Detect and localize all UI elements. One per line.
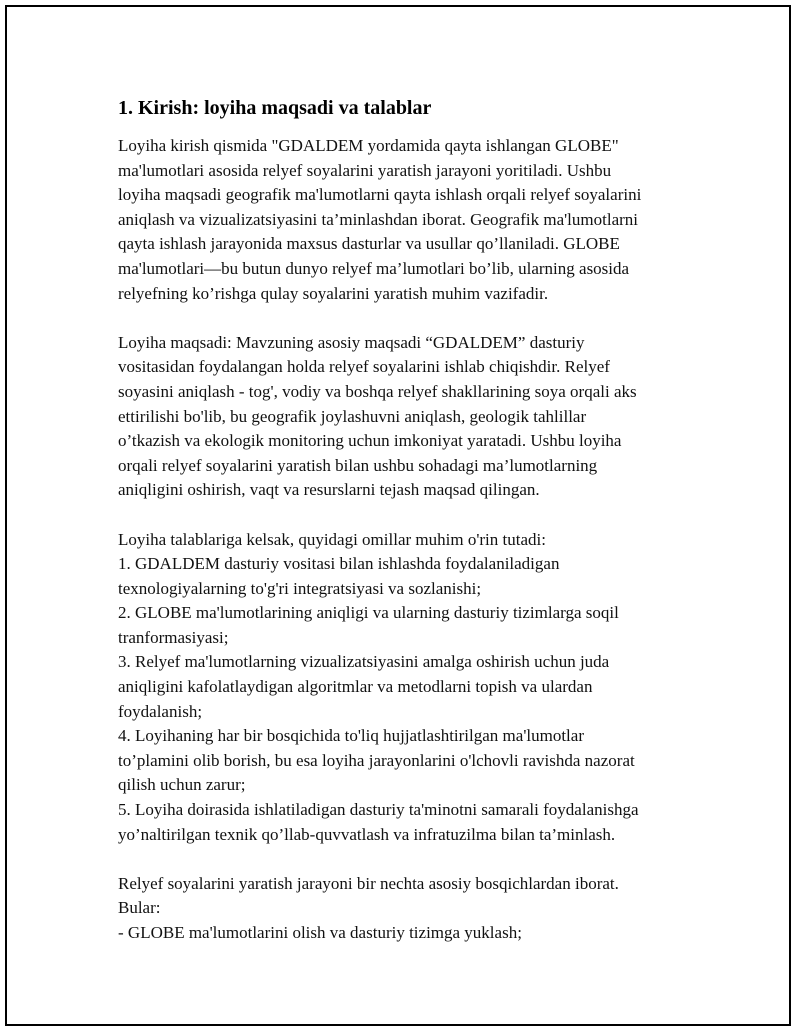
text-line: vositasidan foydalangan holda relyef soyalarini ishlab chiqishdir. Relyef bbox=[118, 357, 610, 377]
text-line: relyefning ko’rishga qulay soyalarini yaratish muhim vazifadir. bbox=[118, 283, 549, 303]
text-line: aniqlash va vizualizatsiyasini ta’minlashdan iborat. Geografik ma'lumotlarni bbox=[118, 209, 638, 229]
text-line: foydalanish; bbox=[118, 701, 203, 721]
text-line: loyiha maqsadi geografik ma'lumotlarni qayta ishlash orqali relyef soyalarini bbox=[118, 185, 642, 205]
text-line: Loyiha kirish qismida "GDALDEM yordamida qayta ishlangan GLOBE" bbox=[118, 136, 619, 155]
text-line: texnologiyalarning to'g'ri integratsiyasi va sozlanishi; bbox=[118, 578, 482, 598]
text-line: to’plamini olib borish, bu esa loyiha jarayonlarini o'lchovli ravishda nazorat bbox=[118, 750, 635, 770]
text-line: 1. GDALDEM dasturiy vositasi bilan ishlashda foydalaniladigan bbox=[118, 554, 560, 574]
paragraph-project-goal bbox=[118, 331, 708, 503]
text-line: ma'lumotlari—bu butun dunyo relyef ma’lumotlari bo’lib, ularning asosida bbox=[118, 258, 630, 278]
text-line: Bular: bbox=[118, 898, 161, 918]
text-line: - GLOBE ma'lumotlarini olish va dasturiy tizimga yuklash; bbox=[118, 923, 522, 942]
paragraph-introduction bbox=[118, 134, 708, 306]
text-line: ma'lumotlari asosida relyef soyalarini yaratish jarayoni yoritiladi. Ushbu bbox=[118, 160, 612, 180]
text-line: aniqligini kafolatlaydigan algoritmlar va metodlarni topish va ulardan bbox=[118, 677, 593, 697]
text-line: Loyiha talablariga kelsak, quyidagi omillar muhim o'rin tutadi: bbox=[118, 529, 546, 549]
text-line: tranformasiyasi; bbox=[118, 627, 229, 647]
paragraph-process-stages bbox=[118, 872, 708, 946]
text-line: 2. GLOBE ma'lumotlarining aniqligi va ularning dasturiy tizimlarga soqil bbox=[118, 603, 619, 623]
text-line: aniqligini oshirish, vaqt va resurslarni tejash maqsad qilingan. bbox=[118, 480, 540, 500]
document-body bbox=[118, 96, 708, 970]
text-line: ettirilishi bo'lib, bu geografik joylashuvni aniqlash, geologik tahlillar bbox=[118, 406, 587, 426]
text-line: Relyef soyalarini yaratish jarayoni bir nechta asosiy bosqichlardan iborat. bbox=[118, 873, 619, 893]
text-line: soyasini aniqlash - tog', vodiy va boshqa relyef shakllarining soya orqali aks bbox=[118, 381, 637, 401]
text-line: 5. Loyiha doirasida ishlatiladigan dasturiy ta'minotni samarali foydalanishga bbox=[118, 800, 639, 820]
text-line: 4. Loyihaning har bir bosqichida to'liq hujjatlashtirilgan ma'lumotlar bbox=[118, 726, 584, 746]
text-line: 3. Relyef ma'lumotlarning vizualizatsiyasini amalga oshirish uchun juda bbox=[118, 652, 610, 672]
text-line: o’tkazish va ekologik monitoring uchun imkoniyat yaratadi. Ushbu loyiha bbox=[118, 431, 622, 451]
text-line: yo’naltirilgan texnik qo’llab-quvvatlash va infratuzilma bilan ta’minlash. bbox=[118, 824, 616, 844]
text-line: qayta ishlash jarayonida maxsus dasturlar va usullar qo’llaniladi. GLOBE bbox=[118, 234, 620, 254]
text-line: Loyiha maqsadi: Mavzuning asosiy maqsadi “GDALDEM” dasturiy bbox=[118, 332, 585, 352]
text-line: orqali relyef soyalarini yaratish bilan ushbu sohadagi ma’lumotlarning bbox=[118, 455, 598, 475]
text-line: qilish uchun zarur; bbox=[118, 775, 246, 795]
section-heading: 1. Kirish: loyiha maqsadi va talablar bbox=[118, 97, 432, 119]
paragraph-requirements bbox=[118, 528, 708, 848]
